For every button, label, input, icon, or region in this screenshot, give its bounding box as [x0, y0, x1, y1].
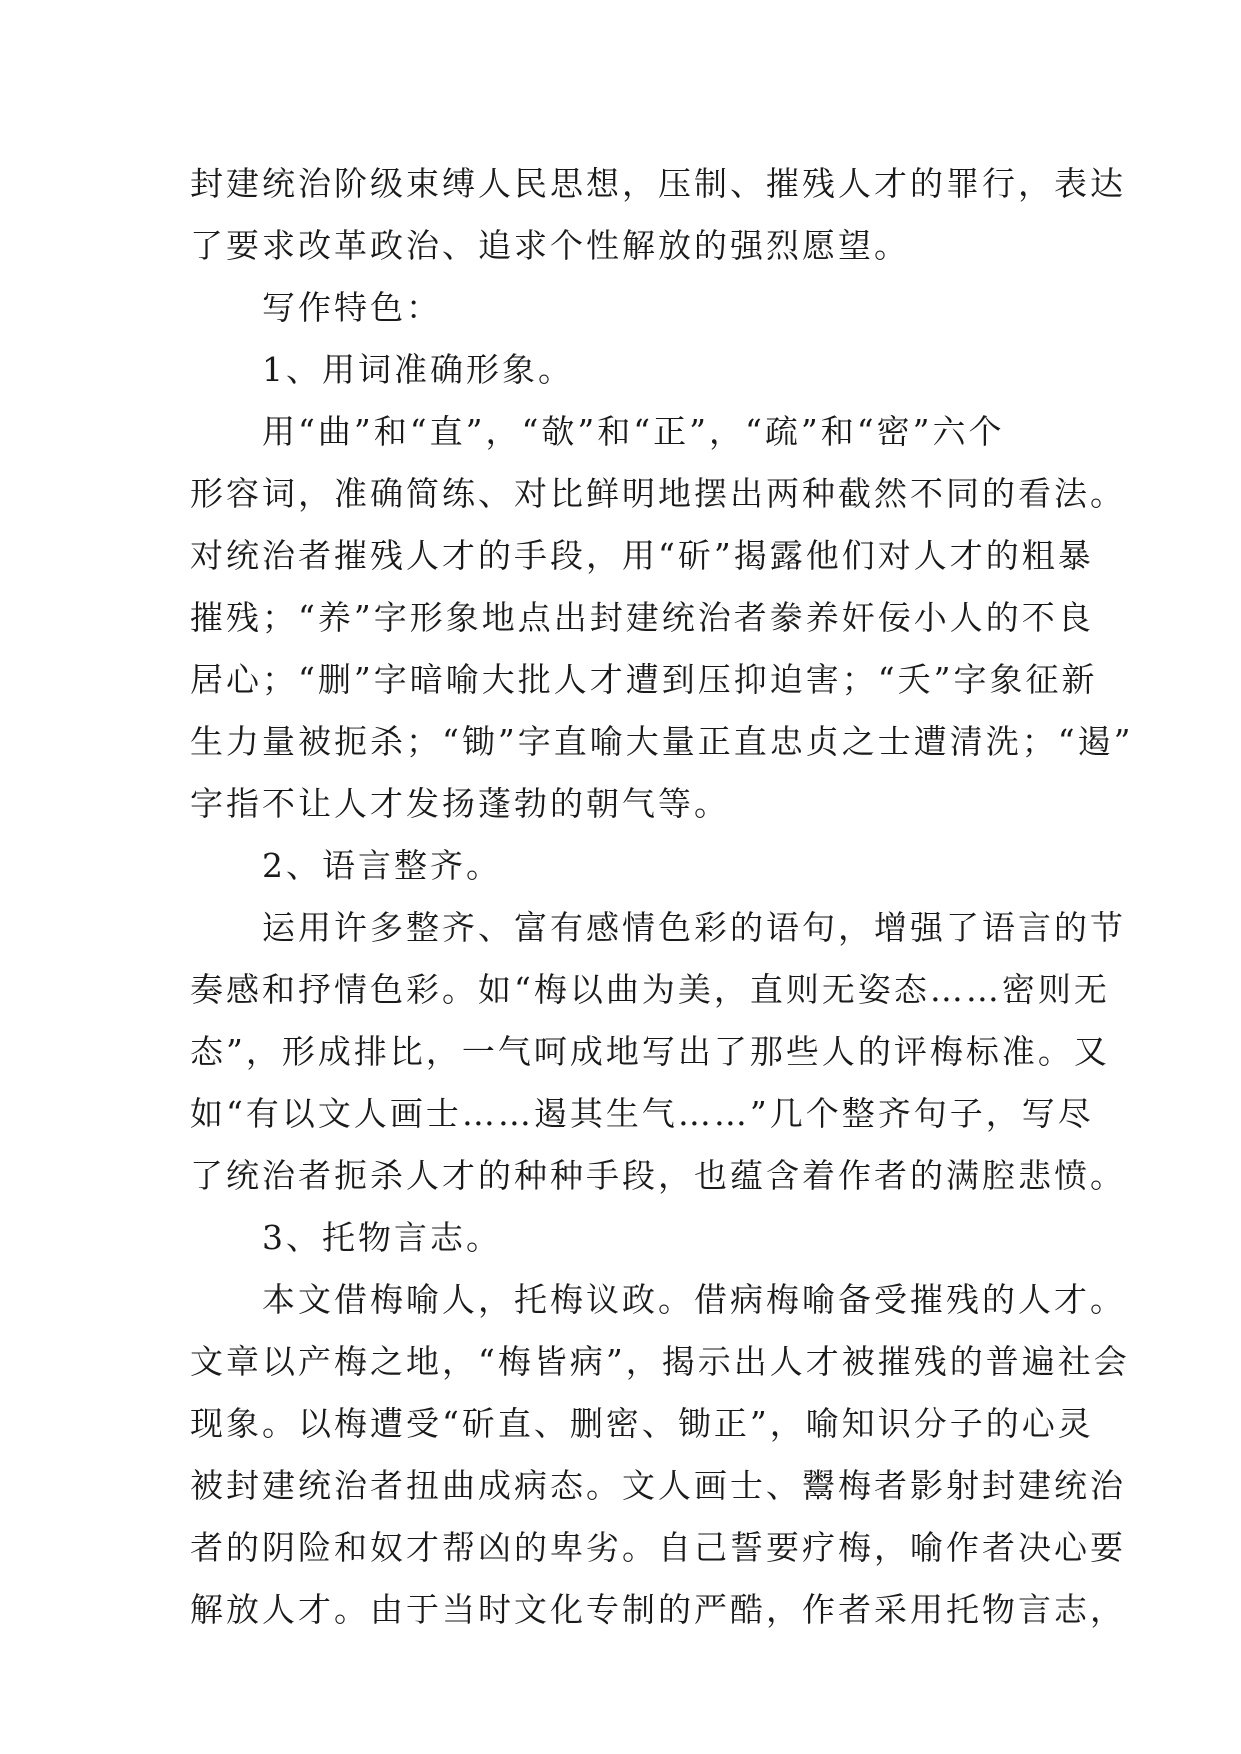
- text-line: 了要求改革政治、追求个性解放的强烈愿望。: [190, 226, 910, 265]
- text-line: 封建统治阶级束缚人民思想，压制、摧残人才的罪行，表达: [190, 164, 1126, 203]
- text-line: 生力量被扼杀；“锄”字直喻大量正直忠贞之士遭清洗；“遏”: [190, 722, 1134, 761]
- text-line: 了统治者扼杀人才的种种手段，也蕴含着作者的满腔悲愤。: [190, 1156, 1126, 1195]
- text-line: 者的阴险和奴才帮凶的卑劣。自己誓要疗梅，喻作者决心要: [190, 1528, 1126, 1567]
- subsection-heading: 1、用词准确形象。: [190, 350, 574, 389]
- text-line: 本文借梅喻人，托梅议政。借病梅喻备受摧残的人才。: [190, 1280, 1126, 1319]
- text-line: 运用许多整齐、富有感情色彩的语句，增强了语言的节: [190, 908, 1126, 947]
- subsection-heading: 3、托物言志。: [190, 1218, 502, 1257]
- text-line: 态”，形成排比，一气呵成地写出了那些人的评梅标准。又: [190, 1032, 1110, 1071]
- text-line: 摧残；“养”字形象地点出封建统治者豢养奸佞小人的不良: [190, 598, 1094, 637]
- text-line: 文章以产梅之地，“梅皆病”，揭示出人才被摧残的普遍社会: [190, 1342, 1130, 1381]
- text-line: 解放人才。由于当时文化专制的严酷，作者采用托物言志，: [190, 1590, 1126, 1629]
- text-line: 被封建统治者扭曲成病态。文人画士、鬻梅者影射封建统治: [190, 1466, 1126, 1505]
- text-line: 居心；“删”字暗喻大批人才遭到压抑迫害；“夭”字象征新: [190, 660, 1098, 699]
- section-heading: 写作特色：: [190, 288, 442, 327]
- text-line: 用“曲”和“直”，“欹”和“正”，“疏”和“密”六个: [190, 412, 1005, 451]
- subsection-heading: 2、语言整齐。: [190, 846, 502, 885]
- text-line: 现象。以梅遭受“斫直、删密、锄正”，喻知识分子的心灵: [190, 1404, 1094, 1443]
- text-line: 形容词，准确简练、对比鲜明地摆出两种截然不同的看法。: [190, 474, 1126, 513]
- text-line: 对统治者摧残人才的手段，用“斫”揭露他们对人才的粗暴: [190, 536, 1094, 575]
- text-line: 奏感和抒情色彩。如“梅以曲为美，直则无姿态……密则无: [190, 970, 1110, 1009]
- text-line: 字指不让人才发扬蓬勃的朝气等。: [190, 784, 730, 823]
- text-line: 如“有以文人画士……遏其生气……”几个整齐句子，写尽: [190, 1094, 1094, 1133]
